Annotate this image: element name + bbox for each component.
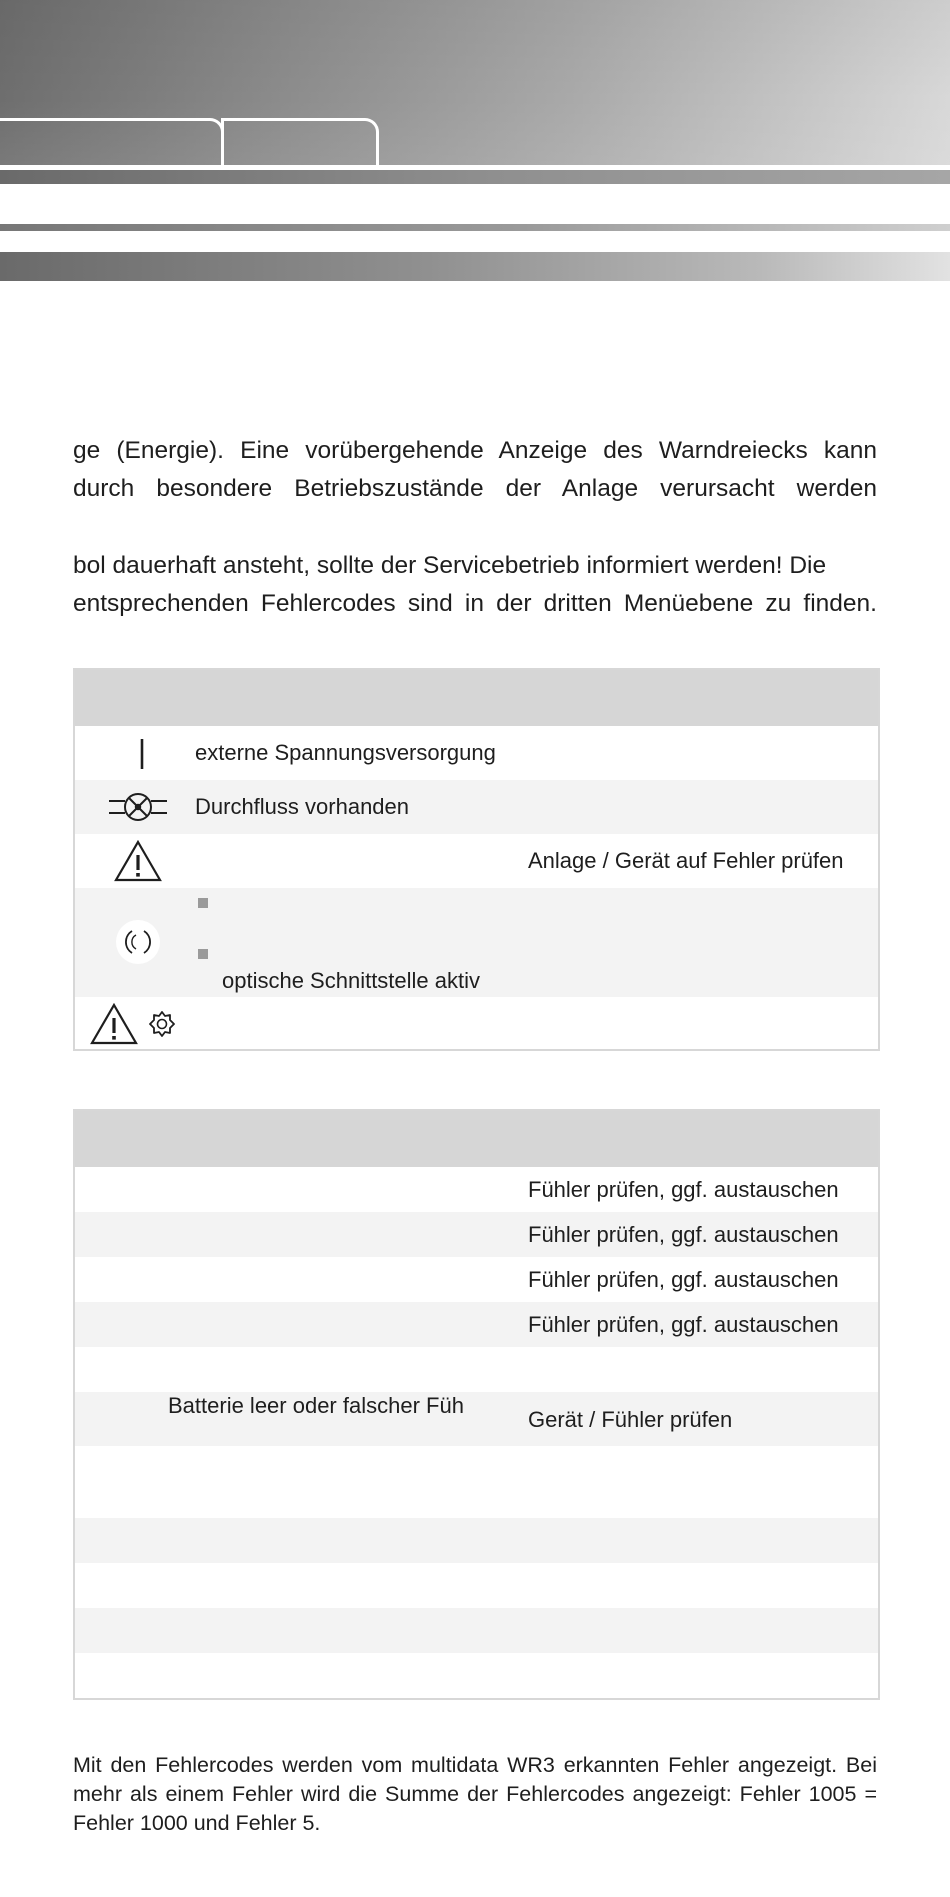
error-action: Fühler prüfen, ggf. austauschen: [528, 1222, 839, 1247]
table-row: [75, 1347, 878, 1392]
table-row: [75, 1392, 878, 1446]
table-row: [75, 1257, 878, 1302]
table-row: [75, 834, 878, 888]
table-row: [75, 1302, 878, 1347]
table-row: [75, 997, 878, 1049]
symbol-action: Anlage / Gerät auf Fehler prüfen: [528, 848, 844, 873]
table-row: [75, 1608, 878, 1653]
table-row: [75, 1518, 878, 1563]
symbol-description: externe Spannungsversorgung: [195, 740, 496, 765]
paragraph-line: durch besondere Betriebszustände der Anlage verursacht werden: [73, 475, 877, 502]
error-action: Fühler prüfen, ggf. austauschen: [528, 1312, 839, 1337]
header-stripe: [0, 224, 950, 231]
table-row: [75, 1167, 878, 1212]
error-action: Fühler prüfen, ggf. austauschen: [528, 1177, 839, 1202]
warning-triangle-icon: [114, 840, 162, 882]
bullet-marker: [198, 898, 208, 908]
table-row: [75, 780, 878, 834]
header-stripe: [0, 252, 950, 281]
symbol-description: Durchfluss vorhanden: [195, 794, 410, 819]
header-tab-outline: [221, 118, 379, 168]
header-tab-outline: [0, 118, 224, 168]
page-header-band: [0, 0, 950, 290]
paragraph-warning-triangle: [73, 432, 877, 508]
table-row: [75, 1563, 878, 1608]
table-header: [75, 670, 878, 726]
symbol-table: [73, 668, 880, 1051]
paragraph-service-info: [73, 547, 877, 623]
bullet-marker: [198, 949, 208, 959]
table-header: [75, 1111, 878, 1167]
symbol-description: optische Schnittstelle aktiv: [222, 968, 481, 993]
header-stripe: [0, 170, 950, 184]
warning-triangle-icon: [90, 1003, 138, 1045]
error-description: Batterie leer oder falscher Füh: [168, 1393, 464, 1418]
optical-interface-icon: [115, 919, 161, 965]
paragraph-line: entsprechenden Fehlercodes sind in der dritten Menüebene zu finden.: [73, 590, 877, 617]
error-code-table: [73, 1109, 880, 1700]
gear-icon: [149, 1011, 175, 1037]
paragraph-line: ge (Energie). Eine vorübergehende Anzeige des Warndreiecks kann: [73, 437, 877, 464]
table-row: [75, 888, 878, 997]
error-action: Fühler prüfen, ggf. austauschen: [528, 1267, 839, 1292]
table-row: [75, 1446, 878, 1518]
error-action: Gerät / Fühler prüfen: [528, 1407, 733, 1432]
table-row: [75, 1653, 878, 1698]
header-tabs: [0, 118, 380, 168]
table-row: [75, 1212, 878, 1257]
vertical-bar-icon: [130, 737, 154, 771]
table-row: [75, 726, 878, 780]
error-code-footnote: Mit den Fehlercodes werden vom multidata WR3 erkannten Fehler angezeigt. Bei mehr als einem Fehler wird die Summe der Fehlercodes angezeigt: Fehler 1005 = Fehler 1000 und Fehler 5.: [73, 1753, 877, 1835]
flow-wheel-icon: [107, 790, 169, 824]
paragraph-line: bol dauerhaft ansteht, sollte der Servicebetrieb informiert werden! Die: [73, 552, 827, 579]
